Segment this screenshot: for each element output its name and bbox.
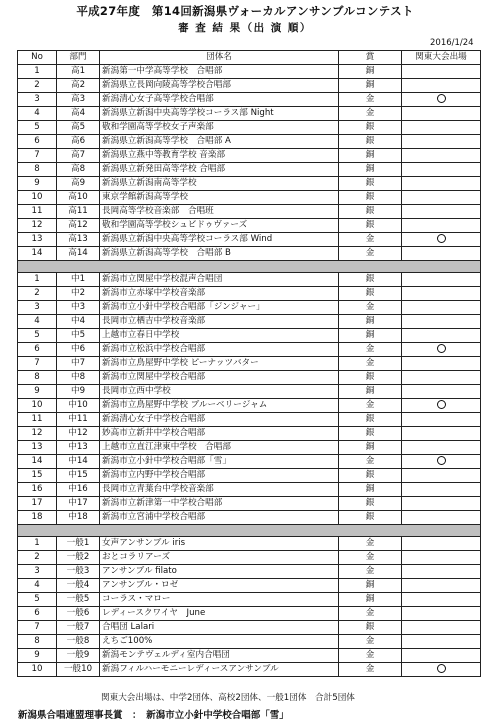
cell-kanto xyxy=(402,469,481,483)
column-header-no: No xyxy=(18,51,57,65)
cell-division: 中10 xyxy=(57,399,100,413)
cell-no: 2 xyxy=(18,79,57,93)
cell-kanto xyxy=(402,233,481,247)
cell-group-name: 妙高市立新井中学校合唱部 xyxy=(100,427,339,441)
cell-division: 高11 xyxy=(57,205,100,219)
table-row xyxy=(18,483,481,497)
cell-division: 高10 xyxy=(57,191,100,205)
cell-no: 6 xyxy=(18,135,57,149)
cell-division: 中4 xyxy=(57,315,100,329)
cell-kanto xyxy=(402,121,481,135)
cell-no: 14 xyxy=(18,247,57,261)
cell-kanto xyxy=(402,247,481,261)
cell-group-name: 敬和学園高等学校シュビドゥヴァーズ xyxy=(100,219,339,233)
cell-division: 一般9 xyxy=(57,649,100,663)
cell-kanto xyxy=(402,163,481,177)
cell-award: 銀 xyxy=(339,511,402,525)
cell-division: 高7 xyxy=(57,149,100,163)
table-row xyxy=(18,121,481,135)
cell-division: 中12 xyxy=(57,427,100,441)
cell-kanto xyxy=(402,343,481,357)
table-row xyxy=(18,163,481,177)
cell-no: 14 xyxy=(18,455,57,469)
cell-no: 15 xyxy=(18,469,57,483)
cell-kanto xyxy=(402,441,481,455)
table-row xyxy=(18,565,481,579)
cell-division: 高6 xyxy=(57,135,100,149)
section-separator-cell xyxy=(18,261,481,273)
cell-award: 金 xyxy=(339,399,402,413)
cell-no: 8 xyxy=(18,371,57,385)
cell-no: 5 xyxy=(18,593,57,607)
cell-kanto xyxy=(402,663,481,677)
section-separator xyxy=(18,261,481,273)
cell-group-name: 新潟県立長岡向陵高等学校合唱部 xyxy=(100,79,339,93)
cell-kanto xyxy=(402,205,481,219)
cell-division: 一般5 xyxy=(57,593,100,607)
cell-division: 中18 xyxy=(57,511,100,525)
cell-no: 13 xyxy=(18,233,57,247)
cell-award: 金 xyxy=(339,343,402,357)
cell-no: 13 xyxy=(18,441,57,455)
cell-no: 4 xyxy=(18,579,57,593)
table-row xyxy=(18,177,481,191)
cell-group-name: 新潟市立新津第一中学校合唱部 xyxy=(100,497,339,511)
cell-kanto xyxy=(402,483,481,497)
cell-kanto xyxy=(402,537,481,551)
cell-division: 中14 xyxy=(57,455,100,469)
cell-award: 銅 xyxy=(339,579,402,593)
page-title: 平成27年度 第14回新潟県ヴォーカルアンサンブルコンテスト xyxy=(76,4,414,18)
cell-award: 金 xyxy=(339,663,402,677)
cell-division: 高4 xyxy=(57,107,100,121)
cell-division: 中11 xyxy=(57,413,100,427)
cell-no: 2 xyxy=(18,287,57,301)
cell-kanto xyxy=(402,399,481,413)
cell-no: 9 xyxy=(18,385,57,399)
cell-award: 銅 xyxy=(339,483,402,497)
table-row xyxy=(18,93,481,107)
cell-division: 中6 xyxy=(57,343,100,357)
cell-kanto xyxy=(402,357,481,371)
cell-group-name: 新潟市立関屋中学校合唱部 xyxy=(100,371,339,385)
cell-group-name: 新潟市立松浜中学校合唱部 xyxy=(100,343,339,357)
cell-award: 銅 xyxy=(339,149,402,163)
cell-kanto xyxy=(402,301,481,315)
cell-award: 銅 xyxy=(339,315,402,329)
cell-group-name: 長岡市立西中学校 xyxy=(100,385,339,399)
cell-group-name: 新潟市立鳥屋野中学校 ピーナッツバター xyxy=(100,357,339,371)
cell-no: 9 xyxy=(18,177,57,191)
cell-no: 9 xyxy=(18,649,57,663)
cell-award: 金 xyxy=(339,635,402,649)
cell-division: 中17 xyxy=(57,497,100,511)
cell-no: 5 xyxy=(18,329,57,343)
cell-kanto xyxy=(402,497,481,511)
cell-group-name: 新潟市立内野中学校合唱部 xyxy=(100,469,339,483)
table-row xyxy=(18,497,481,511)
cell-award: 銀 xyxy=(339,497,402,511)
kanto-qualified-circle-icon xyxy=(437,234,446,243)
cell-award: 金 xyxy=(339,357,402,371)
cell-group-name: 新潟市立小針中学校合唱部「ジンジャー」 xyxy=(100,301,339,315)
table-row xyxy=(18,343,481,357)
cell-no: 3 xyxy=(18,301,57,315)
cell-group-name: 新潟県立新潟南高等学校 xyxy=(100,177,339,191)
table-row xyxy=(18,399,481,413)
cell-group-name: 新潟フィルハーモニーレディースアンサンブル xyxy=(100,663,339,677)
cell-award: 銀 xyxy=(339,621,402,635)
cell-no: 7 xyxy=(18,149,57,163)
cell-kanto xyxy=(402,79,481,93)
cell-award: 銅 xyxy=(339,163,402,177)
table-row xyxy=(18,371,481,385)
cell-kanto xyxy=(402,607,481,621)
cell-group-name: 新潟県立新潟高等学校 合唱部 A xyxy=(100,135,339,149)
cell-group-name: アンサンブル・ロゼ xyxy=(100,579,339,593)
cell-no: 12 xyxy=(18,219,57,233)
cell-kanto xyxy=(402,621,481,635)
cell-division: 中13 xyxy=(57,441,100,455)
cell-group-name: レディースクワイヤ June xyxy=(100,607,339,621)
cell-kanto xyxy=(402,191,481,205)
table-row xyxy=(18,413,481,427)
cell-award: 銀 xyxy=(339,427,402,441)
cell-award: 金 xyxy=(339,607,402,621)
cell-division: 一般6 xyxy=(57,607,100,621)
cell-division: 一般8 xyxy=(57,635,100,649)
cell-no: 1 xyxy=(18,537,57,551)
cell-award: 銀 xyxy=(339,371,402,385)
cell-kanto xyxy=(402,649,481,663)
cell-group-name: 新潟清心女子中学校合唱部 xyxy=(100,413,339,427)
table-row xyxy=(18,579,481,593)
cell-award: 金 xyxy=(339,93,402,107)
cell-group-name: 新潟県立新潟中央高等学校コーラス部 Wind xyxy=(100,233,339,247)
cell-division: 一般7 xyxy=(57,621,100,635)
table-row xyxy=(18,385,481,399)
results-table xyxy=(17,50,481,677)
cell-no: 5 xyxy=(18,121,57,135)
cell-no: 2 xyxy=(18,551,57,565)
cell-kanto xyxy=(402,93,481,107)
cell-group-name: コーラス・マロー xyxy=(100,593,339,607)
cell-division: 一般1 xyxy=(57,537,100,551)
cell-no: 10 xyxy=(18,399,57,413)
table-row xyxy=(18,621,481,635)
table-row xyxy=(18,191,481,205)
table-row xyxy=(18,107,481,121)
table-row xyxy=(18,551,481,565)
cell-no: 6 xyxy=(18,343,57,357)
cell-no: 16 xyxy=(18,483,57,497)
cell-kanto xyxy=(402,385,481,399)
cell-no: 11 xyxy=(18,205,57,219)
table-row xyxy=(18,149,481,163)
cell-no: 18 xyxy=(18,511,57,525)
cell-kanto xyxy=(402,455,481,469)
cell-division: 一般2 xyxy=(57,551,100,565)
cell-kanto xyxy=(402,593,481,607)
table-row xyxy=(18,607,481,621)
cell-award: 金 xyxy=(339,233,402,247)
cell-no: 6 xyxy=(18,607,57,621)
cell-kanto xyxy=(402,427,481,441)
document-date: 2016/1/24 xyxy=(430,38,474,48)
cell-group-name: 新潟県立新潟高等学校 合唱部 B xyxy=(100,247,339,261)
cell-division: 高5 xyxy=(57,121,100,135)
cell-kanto xyxy=(402,65,481,79)
section-separator xyxy=(18,525,481,537)
cell-group-name: 長岡市立青葉台中学校音楽部 xyxy=(100,483,339,497)
cell-no: 8 xyxy=(18,163,57,177)
cell-kanto xyxy=(402,135,481,149)
table-row xyxy=(18,315,481,329)
cell-division: 中15 xyxy=(57,469,100,483)
table-row xyxy=(18,593,481,607)
table-row xyxy=(18,455,481,469)
kanto-qualified-circle-icon xyxy=(437,456,446,465)
cell-group-name: 新潟県立新潟中央高等学校コーラス部 Night xyxy=(100,107,339,121)
cell-division: 中9 xyxy=(57,385,100,399)
cell-group-name: 女声アンサンブル iris xyxy=(100,537,339,551)
cell-group-name: 新潟第一中学高等学校 合唱部 xyxy=(100,65,339,79)
cell-award: 金 xyxy=(339,455,402,469)
cell-award: 銀 xyxy=(339,205,402,219)
column-header-division: 部門 xyxy=(57,51,100,65)
table-row xyxy=(18,357,481,371)
cell-division: 高2 xyxy=(57,79,100,93)
table-row xyxy=(18,273,481,287)
cell-no: 10 xyxy=(18,663,57,677)
cell-division: 一般3 xyxy=(57,565,100,579)
cell-no: 8 xyxy=(18,635,57,649)
cell-division: 高12 xyxy=(57,219,100,233)
cell-division: 高1 xyxy=(57,65,100,79)
cell-division: 高9 xyxy=(57,177,100,191)
kanto-qualified-circle-icon xyxy=(437,400,446,409)
cell-no: 3 xyxy=(18,565,57,579)
cell-award: 銀 xyxy=(339,273,402,287)
table-row xyxy=(18,663,481,677)
cell-group-name: 合唱団 Lalari xyxy=(100,621,339,635)
cell-group-name: アンサンブル filato xyxy=(100,565,339,579)
cell-kanto xyxy=(402,565,481,579)
cell-division: 高8 xyxy=(57,163,100,177)
column-header-award: 賞 xyxy=(339,51,402,65)
table-row xyxy=(18,329,481,343)
cell-kanto xyxy=(402,315,481,329)
cell-division: 高14 xyxy=(57,247,100,261)
table-row xyxy=(18,205,481,219)
table-row xyxy=(18,537,481,551)
cell-kanto xyxy=(402,551,481,565)
table-row xyxy=(18,649,481,663)
table-row xyxy=(18,301,481,315)
cell-group-name: 長岡高等学校音楽部 合唱班 xyxy=(100,205,339,219)
cell-kanto xyxy=(402,635,481,649)
cell-division: 中7 xyxy=(57,357,100,371)
column-header-kanto: 関東大会出場 xyxy=(402,51,481,65)
table-row xyxy=(18,427,481,441)
cell-award: 銀 xyxy=(339,121,402,135)
cell-award: 銅 xyxy=(339,329,402,343)
cell-kanto xyxy=(402,511,481,525)
cell-no: 1 xyxy=(18,65,57,79)
cell-award: 金 xyxy=(339,107,402,121)
cell-group-name: 新潟市立鳥屋野中学校 ブルーベリージャム xyxy=(100,399,339,413)
table-row xyxy=(18,233,481,247)
table-row xyxy=(18,635,481,649)
cell-kanto xyxy=(402,273,481,287)
table-header-row xyxy=(18,51,481,65)
cell-division: 中5 xyxy=(57,329,100,343)
cell-award: 銅 xyxy=(339,65,402,79)
cell-award: 銅 xyxy=(339,385,402,399)
cell-group-name: 新潟市立宮浦中学校合唱部 xyxy=(100,511,339,525)
table-row xyxy=(18,511,481,525)
cell-kanto xyxy=(402,413,481,427)
table-row xyxy=(18,441,481,455)
cell-award: 銀 xyxy=(339,191,402,205)
cell-no: 10 xyxy=(18,191,57,205)
cell-group-name: おとコラリアーズ xyxy=(100,551,339,565)
cell-award: 金 xyxy=(339,551,402,565)
cell-kanto xyxy=(402,579,481,593)
cell-no: 7 xyxy=(18,357,57,371)
cell-division: 高3 xyxy=(57,93,100,107)
cell-division: 中8 xyxy=(57,371,100,385)
cell-award: 銅 xyxy=(339,441,402,455)
cell-award: 金 xyxy=(339,247,402,261)
cell-kanto xyxy=(402,287,481,301)
cell-no: 4 xyxy=(18,107,57,121)
cell-group-name: 敬和学園高等学校女子声楽部 xyxy=(100,121,339,135)
cell-award: 銀 xyxy=(339,177,402,191)
column-header-group-name: 団体名 xyxy=(100,51,339,65)
cell-group-name: 新潟市立関屋中学校混声合唱団 xyxy=(100,273,339,287)
cell-group-name: 上越市立直江津東中学校 合唱部 xyxy=(100,441,339,455)
cell-division: 中2 xyxy=(57,287,100,301)
cell-group-name: 新潟県立燕中等教育学校 音楽部 xyxy=(100,149,339,163)
cell-division: 中1 xyxy=(57,273,100,287)
table-row xyxy=(18,287,481,301)
cell-group-name: 新潟清心女子高等学校合唱部 xyxy=(100,93,339,107)
cell-award: 銅 xyxy=(339,79,402,93)
cell-division: 一般10 xyxy=(57,663,100,677)
cell-award: 銅 xyxy=(339,593,402,607)
table-row xyxy=(18,135,481,149)
kanto-qualified-circle-icon xyxy=(437,664,446,673)
cell-group-name: 新潟県立新発田高等学校 合唱部 xyxy=(100,163,339,177)
cell-kanto xyxy=(402,177,481,191)
cell-award: 金 xyxy=(339,537,402,551)
cell-group-name: 上越市立春日中学校 xyxy=(100,329,339,343)
table-row xyxy=(18,65,481,79)
table-row xyxy=(18,469,481,483)
cell-award: 金 xyxy=(339,649,402,663)
cell-division: 中16 xyxy=(57,483,100,497)
cell-award: 銀 xyxy=(339,219,402,233)
cell-no: 4 xyxy=(18,315,57,329)
cell-award: 銀 xyxy=(339,287,402,301)
cell-award: 銀 xyxy=(339,469,402,483)
kanto-footnote: 関東大会出場は、中学2団体、高校2団体、一般1団体 合計5団体 xyxy=(101,693,355,703)
cell-kanto xyxy=(402,149,481,163)
table-row xyxy=(18,219,481,233)
cell-no: 11 xyxy=(18,413,57,427)
cell-division: 中3 xyxy=(57,301,100,315)
cell-kanto xyxy=(402,219,481,233)
cell-no: 7 xyxy=(18,621,57,635)
cell-award: 金 xyxy=(339,301,402,315)
cell-group-name: 東京学館新潟高等学校 xyxy=(100,191,339,205)
kanto-qualified-circle-icon xyxy=(437,94,446,103)
page-subtitle: 審 査 結 果（出 演 順） xyxy=(178,22,312,34)
cell-kanto xyxy=(402,371,481,385)
cell-group-name: えちご100% xyxy=(100,635,339,649)
kanto-qualified-circle-icon xyxy=(437,344,446,353)
cell-group-name: 新潟市立小針中学校合唱部「雪」 xyxy=(100,455,339,469)
cell-division: 一般4 xyxy=(57,579,100,593)
table-row xyxy=(18,79,481,93)
cell-no: 3 xyxy=(18,93,57,107)
cell-kanto xyxy=(402,107,481,121)
cell-no: 12 xyxy=(18,427,57,441)
cell-division: 高13 xyxy=(57,233,100,247)
cell-no: 17 xyxy=(18,497,57,511)
table-row xyxy=(18,247,481,261)
cell-award: 銀 xyxy=(339,135,402,149)
director-award: 新潟県合唱連盟理事長賞 ： 新潟市立小針中学校合唱部「雪」 xyxy=(18,710,289,721)
cell-group-name: 長岡市立栖吉中学校音楽部 xyxy=(100,315,339,329)
cell-award: 銀 xyxy=(339,413,402,427)
cell-group-name: 新潟市立赤塚中学校音楽部 xyxy=(100,287,339,301)
results-body xyxy=(18,65,481,677)
section-separator-cell xyxy=(18,525,481,537)
cell-group-name: 新潟モンテヴェルディ室内合唱団 xyxy=(100,649,339,663)
cell-no: 1 xyxy=(18,273,57,287)
cell-award: 金 xyxy=(339,565,402,579)
cell-kanto xyxy=(402,329,481,343)
